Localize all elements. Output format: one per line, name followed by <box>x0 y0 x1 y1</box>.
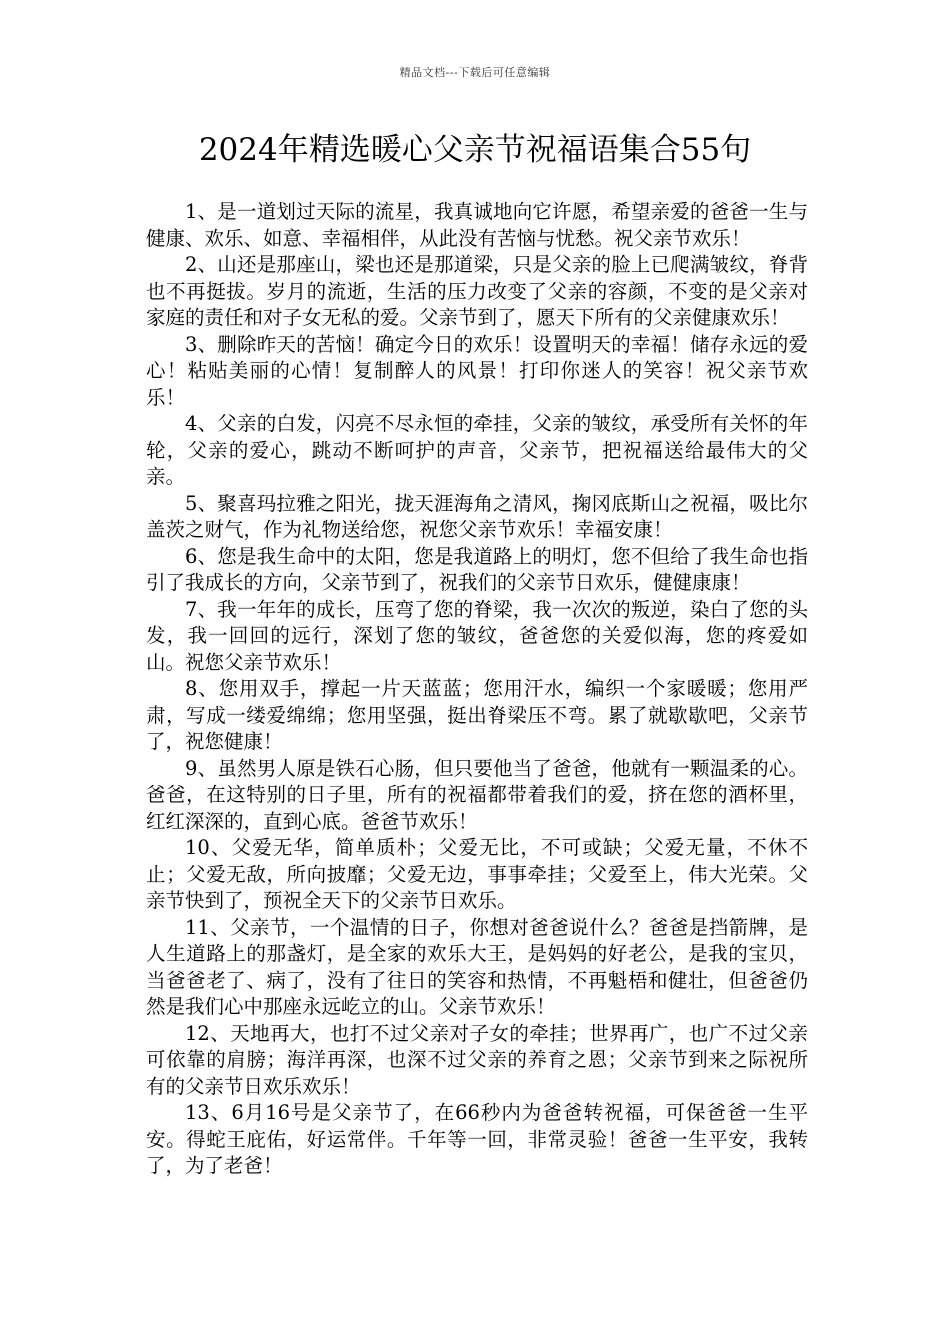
paragraph-6: 6、您是我生命中的太阳，您是我道路上的明灯，您不但给了我生命也指引了我成长的方向，父亲节到了，祝我们的父亲节日欢乐，健健康康！ <box>146 544 808 594</box>
paragraph-3: 3、删除昨天的苦恼！确定今日的欢乐！设置明天的幸福！储存永远的爱心！粘贴美丽的心情！复制醉人的风景！打印你迷人的笑容！祝父亲节欢乐！ <box>146 332 808 409</box>
paragraph-2: 2、山还是那座山，梁也还是那道梁，只是父亲的脸上已爬满皱纹，脊背也不再挺拔。岁月的流逝，生活的压力改变了父亲的容颜，不变的是父亲对家庭的责任和对子女无私的爱。父亲节到了，愿天下所有的父亲健康欢乐！ <box>146 253 808 329</box>
paragraph-12: 12、天地再大，也打不过父亲对子女的牵挂；世界再广，也广不过父亲可依靠的肩膀；海洋再深，也深不过父亲的养育之恩；父亲节到来之际祝所有的父亲节日欢乐欢乐！ <box>146 1021 808 1098</box>
paragraph-1: 1、是一道划过天际的流星，我真诚地向它许愿，希望亲爱的爸爸一生与健康、欢乐、如意、幸福相伴，从此没有苦恼与忧愁。祝父亲节欢乐！ <box>146 200 808 250</box>
document-body <box>146 199 808 1180</box>
paragraph-10: 10、父爱无华，简单质朴；父爱无比，不可或缺；父爱无量，不休不止；父爱无敌，所向披靡；父爱无边，事事牵挂；父爱至上，伟大光荣。父亲节快到了，预祝全天下的父亲节日欢乐。 <box>146 836 808 912</box>
paragraph-5: 5、聚喜玛拉雅之阳光，拢天涯海角之清风，掬冈底斯山之祝福，吸比尔盖茨之财气，作为礼物送给您，祝您父亲节欢乐！幸福安康！ <box>146 491 808 541</box>
page-header: 精品文档---下载后可任意编辑 <box>399 66 551 79</box>
paragraph-4: 4、父亲的白发，闪亮不尽永恒的牵挂，父亲的皱纹，承受所有关怀的年轮，父亲的爱心，跳动不断呵护的声音，父亲节，把祝福送给最伟大的父亲。 <box>146 412 808 488</box>
paragraph-8: 8、您用双手，撑起一片天蓝蓝；您用汗水，编织一个家暖暖；您用严肃，写成一缕爱绵绵；您用坚强，挺出脊梁压不弯。累了就歇歇吧，父亲节了，祝您健康！ <box>146 677 808 753</box>
paragraph-11: 11、父亲节，一个温情的日子，你想对爸爸说什么？爸爸是挡箭牌，是人生道路上的那盏灯，是全家的欢乐大王，是妈妈的好老公，是我的宝贝，当爸爸老了、病了，没有了往日的笑容和热情，不再魁梧和健壮，但爸爸仍然是我们心中那座永远屹立的山。父亲节欢乐！ <box>146 915 808 1018</box>
paragraph-13: 13、6月16号是父亲节了，在66秒内为爸爸转祝福，可保爸爸一生平安。得蛇王庇佑，好运常伴。千年等一回，非常灵验！爸爸一生平安，我转了，为了老爸！ <box>146 1101 808 1177</box>
paragraph-9: 9、虽然男人原是铁石心肠，但只要他当了爸爸，他就有一颗温柔的心。爸爸，在这特别的日子里，所有的祝福都带着我们的爱，挤在您的酒杯里，红红深深的，直到心底。爸爸节欢乐！ <box>146 756 808 833</box>
paragraph-7: 7、我一年年的成长，压弯了您的脊梁，我一次次的叛逆，染白了您的头发，我一回回的远行，深划了您的皱纹，爸爸您的关爱似海，您的疼爱如山。祝您父亲节欢乐！ <box>146 597 808 674</box>
document-title: 2024年精选暖心父亲节祝福语集合55句 <box>198 132 752 168</box>
